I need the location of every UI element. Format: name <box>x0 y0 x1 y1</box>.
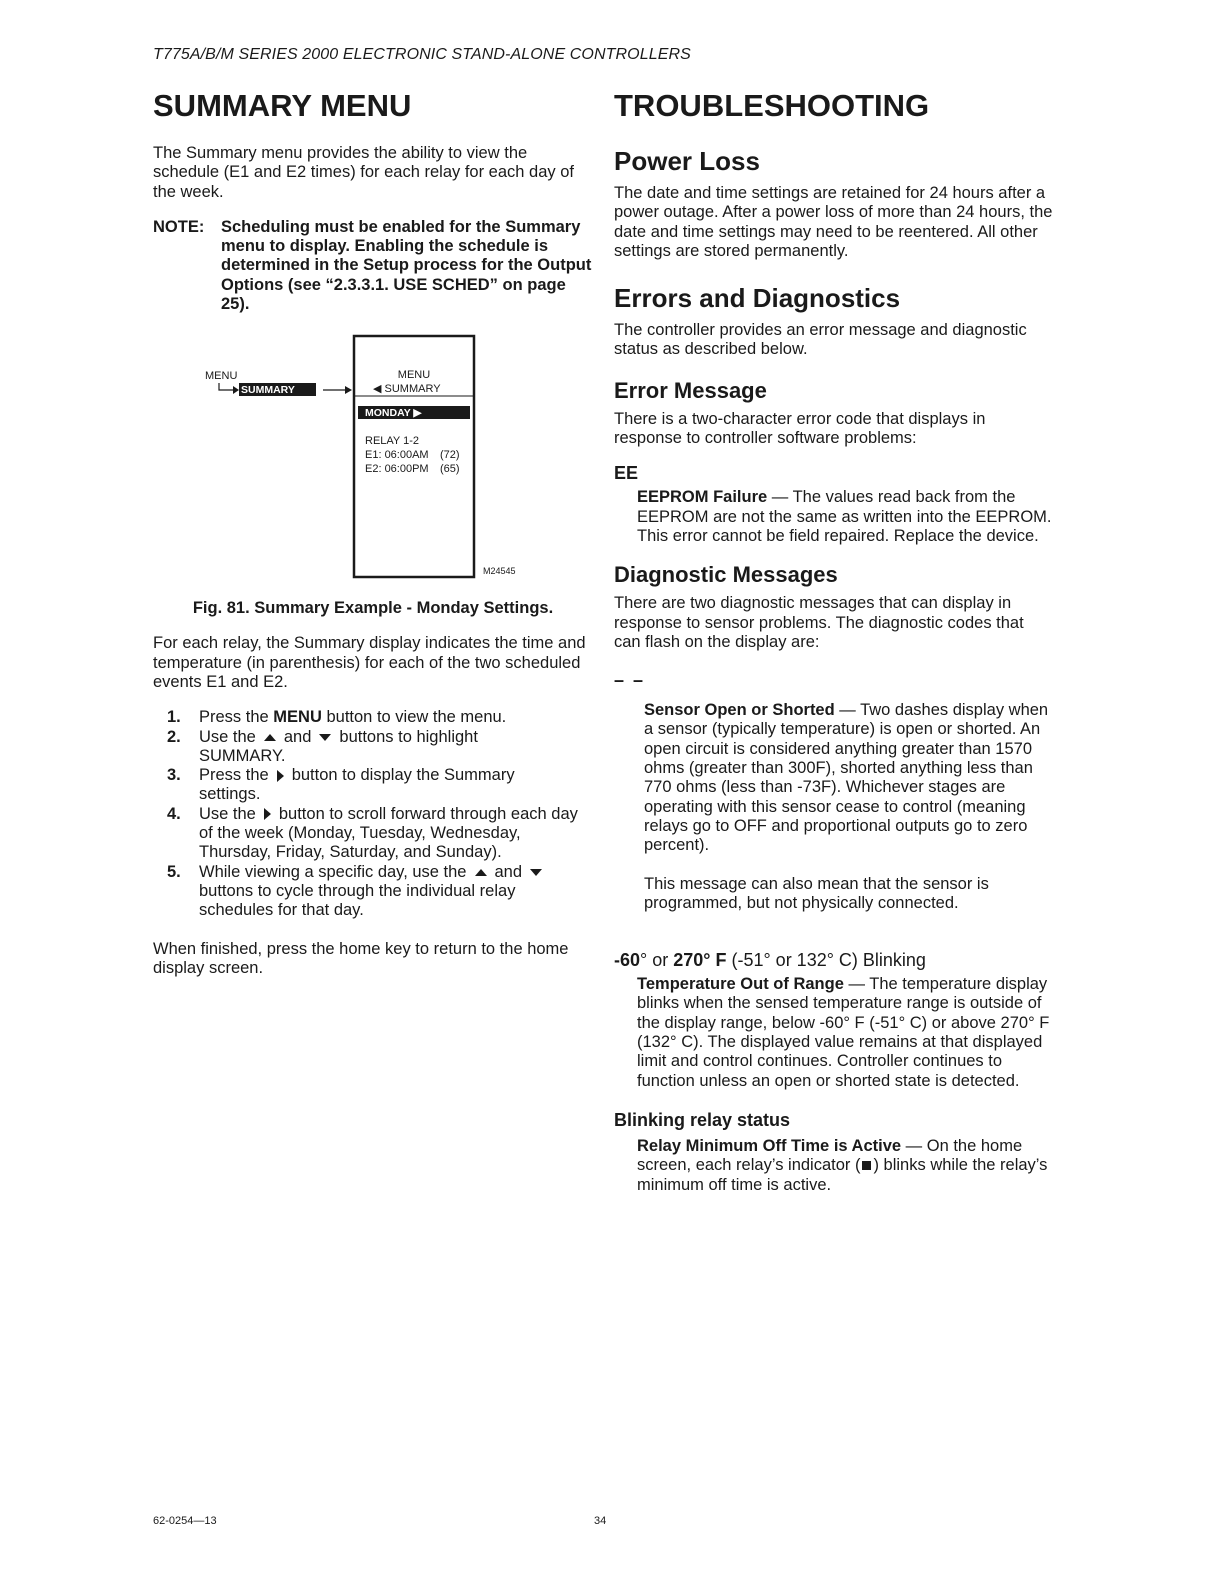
step-text-part: buttons to highlight <box>339 727 478 746</box>
e2-line: E2: 06:00PM <box>365 463 429 476</box>
e1-temp: (72) <box>440 449 460 462</box>
figure-caption: Fig. 81. Summary Example - Monday Settings. <box>192 599 554 618</box>
down-arrow-icon <box>530 869 542 876</box>
summary-diagram <box>153 334 593 589</box>
step-text-part: Press the <box>199 766 269 785</box>
hook-arrow-line <box>219 383 233 390</box>
step-text <box>199 805 593 863</box>
running-header: T775A/B/M SERIES 2000 ELECTRONIC STAND-ALONE CONTROLLERS <box>153 46 691 63</box>
step-text-part: and <box>283 727 312 746</box>
step-text-part: Use the <box>199 727 256 746</box>
errors-text: The controller provides an error message and diagnostic status as described below. <box>614 321 1027 359</box>
relay-indicator-icon <box>862 1161 871 1170</box>
menu-label-left: MENU <box>205 370 238 383</box>
power-loss-text: The date and time settings are retained for 24 hours after a power outage. After a power loss of more than 24 hours, the date and time settings may need to be reentered. All other settings are stored permanently. <box>614 184 1053 260</box>
left-column <box>153 88 593 978</box>
step-number: 3. <box>167 766 181 785</box>
relay-text-b: ) blinks while the relay’s minimum off time is active. <box>637 1156 1048 1194</box>
summary-menu-title: SUMMARY MENU <box>153 88 412 123</box>
step-text <box>199 766 515 805</box>
temp-head-c: 270° F <box>673 950 727 971</box>
step-text-part: button to display the Summary <box>291 766 515 785</box>
step-text <box>199 728 478 767</box>
relay-text-a: — On the home screen, each relay’s indicator ( <box>637 1136 1023 1175</box>
step-5 <box>167 863 593 921</box>
step-number: 1. <box>167 708 181 727</box>
up-arrow-icon <box>264 734 276 741</box>
up-arrow-icon <box>475 869 487 876</box>
step-number: 5. <box>167 862 181 881</box>
errors-heading: Errors and Diagnostics <box>614 283 901 314</box>
temp-head-a: -60 <box>614 950 641 971</box>
temp-description <box>637 975 1054 1091</box>
figure-code: M24545 <box>483 566 516 577</box>
sensor-bold: Sensor Open or Shorted <box>644 701 835 720</box>
footer-doc-number: 62-0254—13 <box>153 1515 217 1527</box>
step-text-part: While viewing a specific day, use the <box>199 862 467 881</box>
step-text-part: button to view the menu. <box>326 708 507 727</box>
temp-bold: Temperature Out of Range <box>637 975 844 994</box>
step-text-part: buttons to cycle through the individual relay schedules for that day. <box>199 881 516 920</box>
sensor-text-2: This message can also mean that the sensor is programmed, but not physically connected. <box>644 874 989 912</box>
step-number: 2. <box>167 727 181 746</box>
step-text <box>199 863 593 921</box>
steps-list <box>167 708 593 920</box>
step-number: 4. <box>167 804 181 823</box>
relay-status-heading: Blinking relay status <box>614 1109 791 1130</box>
ee-text: — The values read back from the EEPROM are not the same as written into the EEPROM. This error cannot be field repaired. Replace the device. <box>637 488 1052 545</box>
step-3 <box>167 766 593 805</box>
sensor-description <box>644 701 1054 855</box>
step-text-part: Use the <box>199 804 256 823</box>
summary-highlight-text: SUMMARY <box>241 384 295 397</box>
step-text-part: settings. <box>199 785 261 804</box>
diagnostic-heading: Diagnostic Messages <box>614 562 838 588</box>
hook-arrow-head <box>233 386 239 394</box>
note-text: Scheduling must be enabled for the Summary menu to display. Enabling the schedule is determined in the Setup process for the Output Options (see “2.3.3.1. USE SCHED” on page 25). <box>221 217 592 314</box>
temp-head-b: ° or <box>640 950 674 971</box>
right-column <box>614 88 1054 1195</box>
temp-head-d: (-51° or 132° C) Blinking <box>726 950 926 971</box>
sensor-text: — Two dashes display when a sensor (typically temperature) is open or shorted. An open circuit is considered anything greater than 1570 ohms (greater than 300F), shorted anything less than 770 ohms (less than -73F). Whichever stages are operating with this sensor cease to control (meaning relays go to OFF and proportional outputs go to zero percent). <box>644 701 1049 855</box>
error-message-text: There is a two-character error code that displays in response to controller software problems: <box>614 409 986 448</box>
step-text <box>199 708 506 727</box>
summary-intro: The Summary menu provides the ability to view the schedule (E1 and E2 times) for each relay for each day of the week. <box>153 144 574 201</box>
temp-heading <box>614 949 1054 971</box>
connector-arrowhead <box>345 386 352 394</box>
relay-description <box>637 1137 1054 1195</box>
diagnostic-text: There are two diagnostic messages that can display in response to sensor problems. The diagnostic codes that can flash on the display are: <box>614 594 1024 651</box>
step-text-part: button to scroll forward through each <box>278 804 547 823</box>
step-text-part: day of the week (Monday, Tuesday, Wednesday, Thursday, Friday, Saturday, and Sunday). <box>199 804 578 862</box>
down-arrow-icon <box>319 734 331 741</box>
day-highlight-text: MONDAY ▶ <box>365 407 422 420</box>
right-arrow-icon <box>277 770 284 782</box>
ee-bold: EEPROM Failure <box>637 488 768 507</box>
note-block <box>153 218 593 314</box>
step-1 <box>167 708 593 727</box>
display-summary-back: ◀ SUMMARY <box>373 383 441 396</box>
e1-line: E1: 06:00AM <box>365 449 429 462</box>
step-4 <box>167 805 593 863</box>
relay-bold: Relay Minimum Off Time is Active <box>637 1136 902 1155</box>
power-loss-heading: Power Loss <box>614 146 760 176</box>
troubleshooting-title: TROUBLESHOOTING <box>614 88 930 123</box>
step-text-part: Press the <box>199 708 269 727</box>
right-arrow-icon <box>264 808 271 820</box>
summary-figure <box>153 334 593 589</box>
menu-key-label: MENU <box>273 708 322 727</box>
step-text-part: SUMMARY. <box>199 746 286 765</box>
error-message-heading: Error Message <box>614 377 767 403</box>
step-text-part: and <box>494 862 523 881</box>
relay-line: RELAY 1-2 <box>365 435 420 448</box>
ee-code: EE <box>614 463 639 484</box>
dash-code: – – <box>614 670 646 691</box>
e2-temp: (65) <box>440 463 460 476</box>
display-menu-label: MENU <box>397 369 431 382</box>
summary-para2: For each relay, the Summary display indicates the time and temperature (in parenthesis) for each of the two scheduled events E1 and E2. <box>153 634 586 691</box>
footer-page-number: 34 <box>594 1515 607 1527</box>
temp-text: — The temperature display blinks when the sensed temperature range is outside of the display range, below -60° F (-51° C) or above 270° F (132° C). The displayed value remains at that displayed limit and control continues. Controller continues to function unless an open or shorted state is detected. <box>637 975 1050 1090</box>
ee-description <box>637 488 1054 546</box>
note-label: NOTE: <box>153 217 205 236</box>
step-2 <box>167 728 593 767</box>
closing-paragraph: When finished, press the home key to return to the home display screen. <box>153 939 569 977</box>
